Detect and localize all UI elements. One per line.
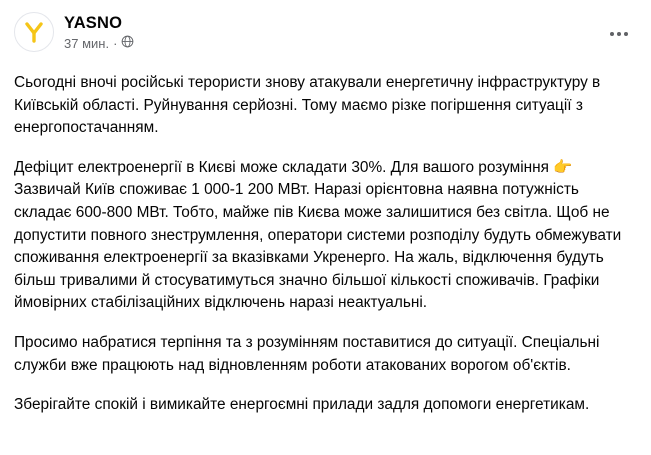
post-meta [64, 35, 134, 52]
more-dot-1 [610, 32, 614, 36]
post-timestamp[interactable]: 37 мин. [64, 35, 110, 51]
post-header-text [64, 12, 134, 52]
page-name[interactable]: YASNO [64, 14, 123, 32]
avatar[interactable] [14, 12, 54, 52]
post-paragraph: Зберігайте спокій і вимикайте енергоємні прилади задля допомоги енергетикам. [14, 396, 590, 414]
yasno-logo-icon [19, 17, 49, 47]
more-dot-3 [624, 32, 628, 36]
more-options-icon[interactable] [603, 18, 635, 50]
meta-separator: · [113, 35, 118, 51]
more-dot-2 [617, 32, 621, 36]
post-paragraph: Дефіцит електроенергії в Києві може складати 30%. Для вашого розуміння 👉 Зазвичай Київ споживає 1 000-1 200 МВт. Наразі орієнтовна наявна потужність складає 600-800 МВт. Тобто, майже пів Києва може залишитися без світла. Щоб не допустити повного знеструмлення, оператори системи розподілу будуть обмежувати споживання електроенергії за вказівками Укренерго. На жаль, відключення будуть більш тривалими й стосуватимуться значно більшої кількості споживачів. Графіки ймовірних стабілізаційних відключень наразі неактуальні. [14, 158, 622, 312]
globe-icon[interactable] [121, 35, 134, 52]
post-body [14, 72, 637, 417]
post-paragraph: Сьогодні вночі російські терористи знову атакували енергетичну інфраструктуру в Київській області. Руйнування серйозні. Тому маємо різке погіршення ситуації з енергопостачанням. [14, 74, 601, 137]
post-header [14, 12, 637, 60]
post-paragraph: Просимо набратися терпіння та з розумінням поставитися до ситуації. Спеціальні служби вже працюють над відновленням роботи атакованих ворогом об'єктів. [14, 333, 600, 374]
